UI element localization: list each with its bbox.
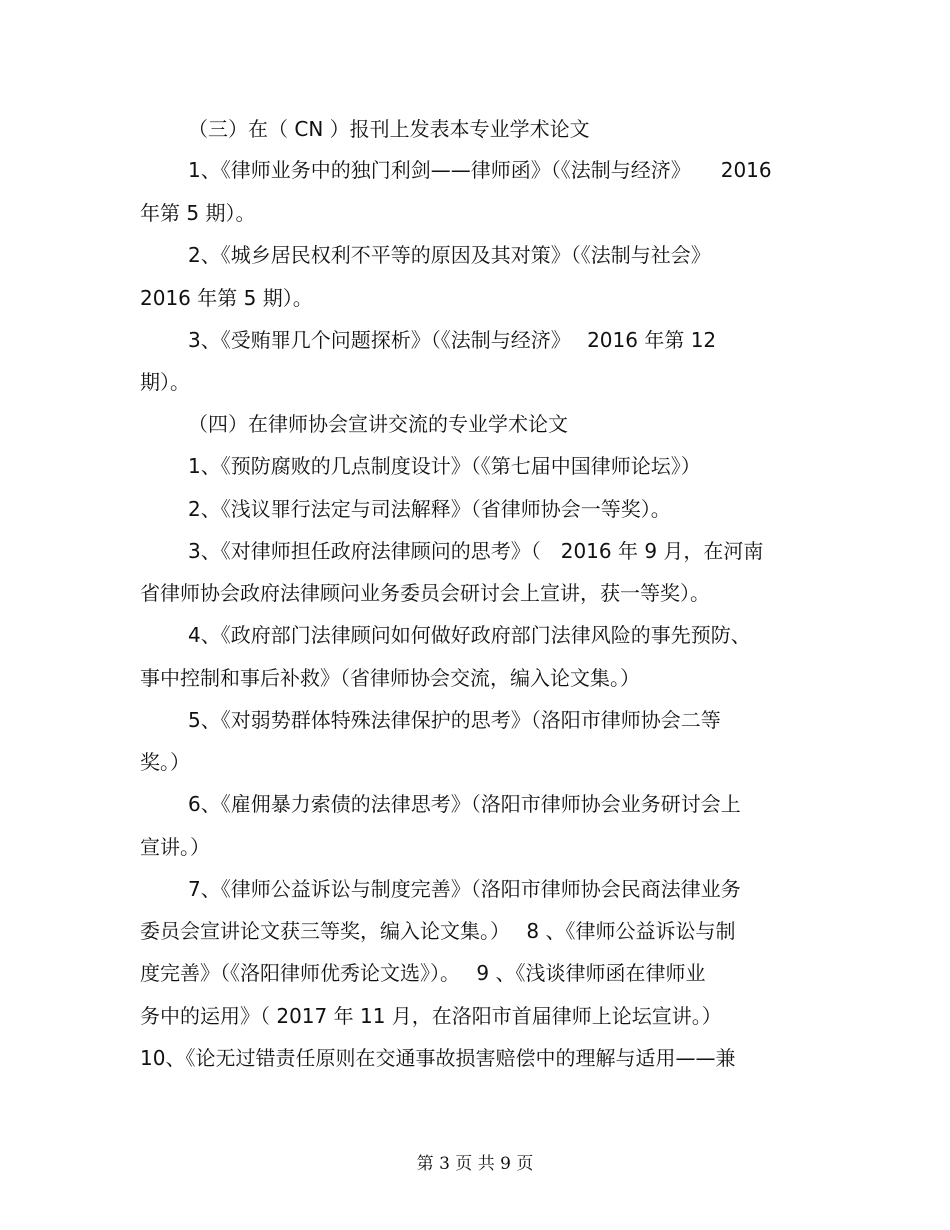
- talk-item-4: 4、《政府部门法律顾问如何做好政府部门法律风险的事先预防、: [188, 623, 751, 647]
- talk-item-7: 7、《律师公益诉讼与制度完善》（洛阳市律师协会民商法律业务: [188, 877, 741, 901]
- talk-item-1: 1、《预防腐败的几点制度设计》（《第七届中国律师论坛》）: [188, 454, 701, 478]
- talk-item-7-8: 委员会宣讲论文获三等奖，编入论文集。） 8 、《律师公益诉讼与制: [140, 919, 736, 943]
- paper-item-2: 2、《城乡居民权利不平等的原因及其对策》（《法制与社会》: [188, 243, 711, 267]
- talk-item-3-cont: 省律师协会政府法律顾问业务委员会研讨会上宣讲，获一等奖）。: [140, 581, 710, 605]
- section-heading-4: （四）在律师协会宣讲交流的专业学术论文: [188, 412, 568, 436]
- paper-item-3: 3、《受贿罪几个问题探析》（《法制与经济》 2016 年第 12: [188, 328, 717, 352]
- paper-item-3-cont: 期）。: [140, 370, 190, 394]
- page-number-footer: 第 3 页 共 9 页: [416, 1154, 534, 1174]
- talk-item-8-9: 度完善》（《洛阳律师优秀论文选》）。 9 、《浅谈律师函在律师业: [140, 961, 706, 985]
- talk-item-5: 5、《对弱势群体特殊法律保护的思考》（洛阳市律师协会二等: [188, 708, 721, 732]
- talk-item-5-cont: 奖。）: [140, 750, 190, 774]
- talk-item-9-cont: 务中的运用》（ 2017 年 11 月，在洛阳市首届律师上论坛宣讲。）: [140, 1004, 722, 1028]
- paper-item-1: 1、《律师业务中的独门利剑——律师函》（《法制与经济》 2016: [188, 158, 772, 182]
- talk-item-6-cont: 宣讲。）: [140, 835, 210, 859]
- talk-item-4-cont: 事中控制和事后补救》（省律师协会交流，编入论文集。）: [140, 666, 640, 690]
- paper-item-1-cont: 年第 5 期）。: [140, 201, 256, 225]
- talk-item-3: 3、《对律师担任政府法律顾问的思考》（ 2016 年 9 月，在河南: [188, 539, 764, 563]
- talk-item-10: 10、《论无过错责任原则在交通事故损害赔偿中的理解与适用——兼: [140, 1046, 736, 1070]
- paper-item-2-cont: 2016 年第 5 期）。: [140, 286, 313, 310]
- talk-item-2: 2、《浅议罪行法定与司法解释》（省律师协会一等奖）。: [188, 497, 671, 521]
- talk-item-6: 6、《雇佣暴力索债的法律思考》（洛阳市律师协会业务研讨会上: [188, 792, 741, 816]
- section-heading-3: （三）在（ CN ）报刊上发表本专业学术论文: [188, 117, 590, 141]
